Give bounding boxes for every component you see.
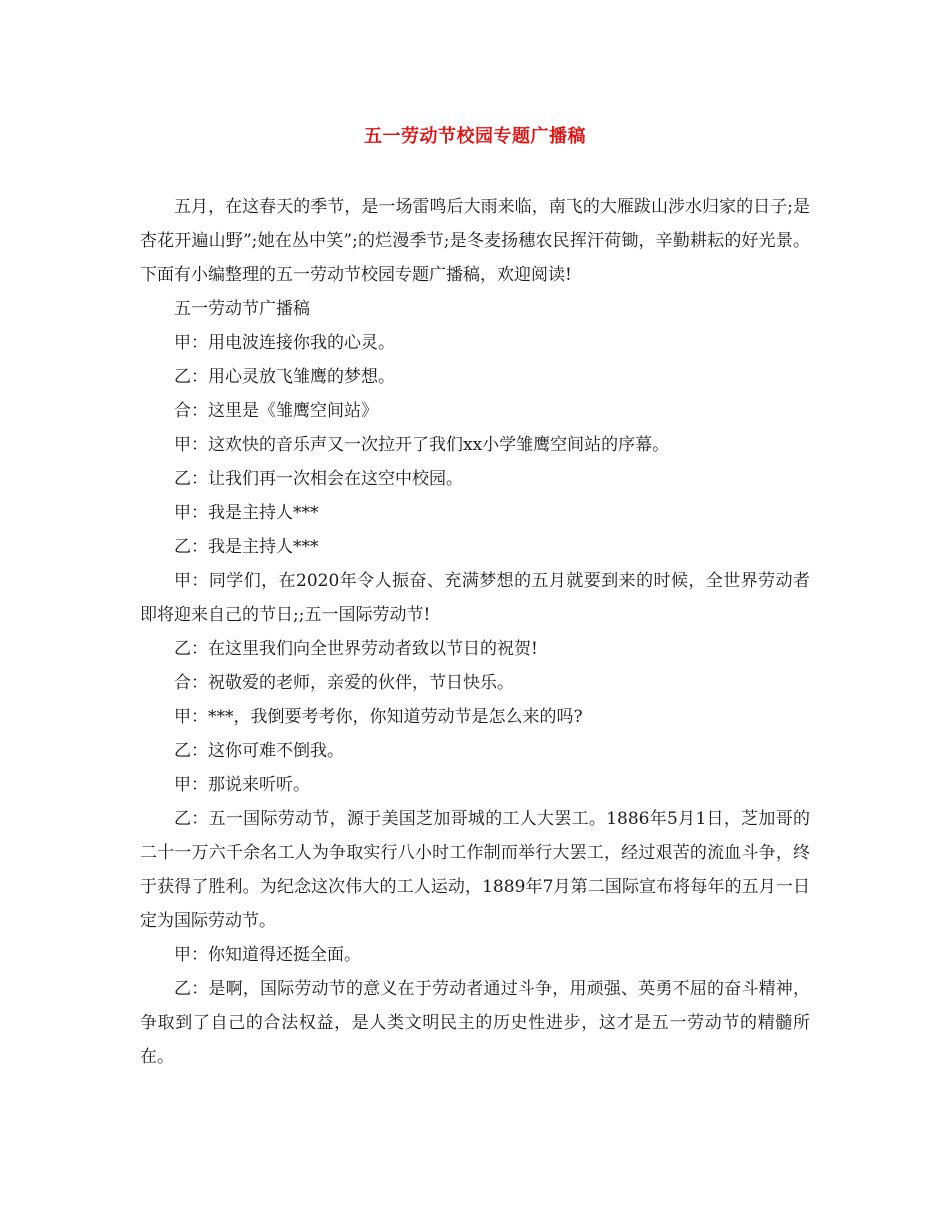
- paragraph: 甲：我是主持人***: [174, 503, 319, 523]
- paragraph-subtitle: 五一劳动节广播稿: [174, 299, 310, 319]
- paragraph: 甲：***，我倒要考考你，你知道劳动节是怎么来的吗?: [174, 707, 583, 727]
- paragraph: 乙：五一国际劳动节，源于美国芝加哥城的工人大罢工。1886年5月1日，芝加哥的二十一万六千余名工人为争取实行八小时工作制而举行大罢工，经过艰苦的流血斗争，终于获得了胜利。为纪念这次伟大的工人运动，1889年7月第二国际宣布将每年的五月一日定为国际劳动节。: [140, 809, 810, 931]
- paragraph: 合：祝敬爱的老师，亲爱的伙伴，节日快乐。: [174, 673, 514, 693]
- paragraph: 乙：我是主持人***: [174, 537, 319, 557]
- paragraph: 合：这里是《雏鹰空间站》: [174, 401, 378, 421]
- paragraph: 甲：你知道得还挺全面。: [174, 945, 361, 965]
- paragraph: 乙：在这里我们向全世界劳动者致以节日的祝贺!: [174, 639, 538, 659]
- paragraph: 甲：这欢快的音乐声又一次拉开了我们xx小学雏鹰空间站的序幕。: [174, 435, 670, 455]
- paragraph: 乙：这你可难不倒我。: [174, 741, 344, 761]
- document-title: 五一劳动节校园专题广播稿: [364, 126, 586, 147]
- paragraph: 甲：用电波连接你我的心灵。: [174, 333, 395, 353]
- paragraph: 乙：让我们再一次相会在这空中校园。: [174, 469, 463, 489]
- paragraph: 乙：用心灵放飞雏鹰的梦想。: [174, 367, 395, 387]
- paragraph: 乙：是啊，国际劳动节的意义在于劳动者通过斗争，用顽强、英勇不屈的奋斗精神，争取到了自己的合法权益，是人类文明民主的历史性进步，这才是五一劳动节的精髓所在。: [140, 979, 810, 1067]
- paragraph: 甲：同学们，在2020年令人振奋、充满梦想的五月就要到来的时候，全世界劳动者即将迎来自己的节日;;五一国际劳动节!: [140, 571, 810, 625]
- document-body: [140, 190, 810, 1074]
- paragraph-intro: 五月，在这春天的季节，是一场雷鸣后大雨来临，南飞的大雁跋山涉水归家的日子;是杏花开遍山野”;她在丛中笑”;的烂漫季节;是冬麦扬穗农民挥汗荷锄，辛勤耕耘的好光景。下面有小编整理的五一劳动节校园专题广播稿，欢迎阅读!: [140, 197, 810, 285]
- paragraph: 甲：那说来听听。: [174, 775, 310, 795]
